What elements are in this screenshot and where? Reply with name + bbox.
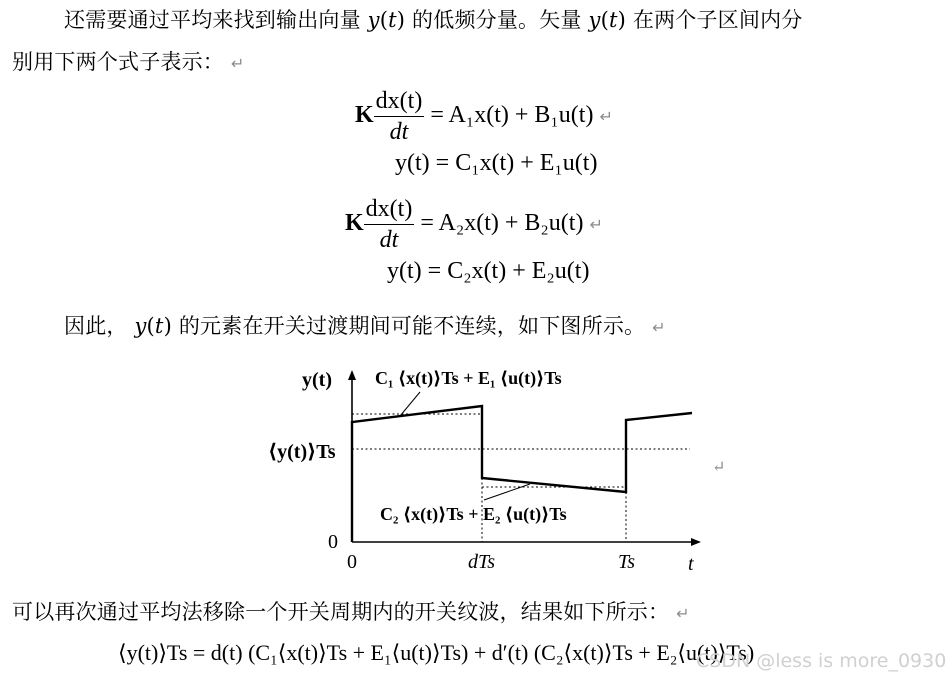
fraction-numerator: dx(t): [364, 194, 415, 225]
watermark: [696, 650, 946, 672]
equation-1: [355, 86, 613, 147]
return-mark: ↵: [712, 459, 726, 476]
final-equation: [118, 640, 754, 666]
equation-4: [387, 258, 589, 285]
return-mark: ↵: [599, 107, 613, 127]
p3-text: 可以再次通过平均法移除一个开关周期内的开关纹波，结果如下所示：: [12, 600, 670, 624]
fraction-numerator: dx(t): [374, 86, 425, 117]
p1-line2-text: 别用下两个式子表示：: [12, 50, 224, 74]
return-mark: ↵: [589, 215, 603, 235]
final-equation-text: ⟨y(t)⟩Ts = d(t) (C₁⟨x(t)⟩Ts + E₁⟨u(t)⟩Ts) + d′(t) (C₂⟨x(t)⟩Ts + E₂⟨u(t)⟩Ts): [118, 640, 755, 665]
x-tick-0: 0: [347, 551, 357, 573]
fraction-denominator: dt: [389, 119, 409, 145]
paragraph-2: [64, 310, 666, 340]
equation-2-text: y(t) = C₁x(t) + E₁u(t): [395, 150, 598, 176]
upper-annotation: C₁ ⟨x(t)⟩Ts + E₁ ⟨u(t)⟩Ts: [375, 368, 562, 388]
p2-text: 因此， 𝑦(𝑡) 的元素在开关过渡期间可能不连续，如下图所示。: [64, 314, 646, 338]
p1-line1-text: 还需要通过平均来找到输出向量 𝑦(𝑡) 的低频分量。矢量 𝑦(𝑡) 在两个子区间内分: [64, 8, 803, 32]
matrix-K: K: [345, 210, 364, 237]
x-tick-Ts: Ts: [618, 551, 636, 573]
derivative-fraction: [374, 86, 425, 147]
waveform-figure: [250, 360, 726, 580]
equation-1-rhs: = A₁x(t) + B₁u(t): [430, 102, 594, 129]
fraction-denominator: dt: [379, 227, 399, 253]
return-mark: ↵: [230, 54, 245, 73]
equation-3-rhs: = A₂x(t) + B₂u(t): [420, 210, 584, 237]
x-axis-variable: t: [688, 553, 694, 575]
upper-leader: [400, 392, 420, 416]
x-tick-dTs: dTs: [468, 551, 496, 573]
paragraph-1-line-2: [12, 46, 245, 76]
equation-4-text: y(t) = C₂x(t) + E₂u(t): [387, 258, 590, 284]
origin-label: 0: [328, 531, 338, 553]
paragraph-1-line-1: [64, 4, 802, 34]
equation-3: [345, 194, 603, 255]
matrix-K: K: [355, 102, 374, 129]
y-axis-label: y(t): [302, 369, 332, 391]
return-mark: ↵: [676, 604, 690, 623]
watermark-text: CSDN @less is more_0930: [696, 650, 946, 672]
paragraph-3: [12, 596, 690, 626]
x-axis-arrow: [691, 538, 701, 546]
average-label: ⟨y(t)⟩Ts: [268, 441, 336, 463]
y-axis-arrow: [348, 370, 356, 380]
lower-annotation: C₂ ⟨x(t)⟩Ts + E₂ ⟨u(t)⟩Ts: [380, 504, 567, 524]
derivative-fraction: [364, 194, 415, 255]
return-mark: ↵: [652, 318, 666, 337]
lower-leader: [484, 484, 530, 500]
equation-2: [395, 150, 597, 177]
